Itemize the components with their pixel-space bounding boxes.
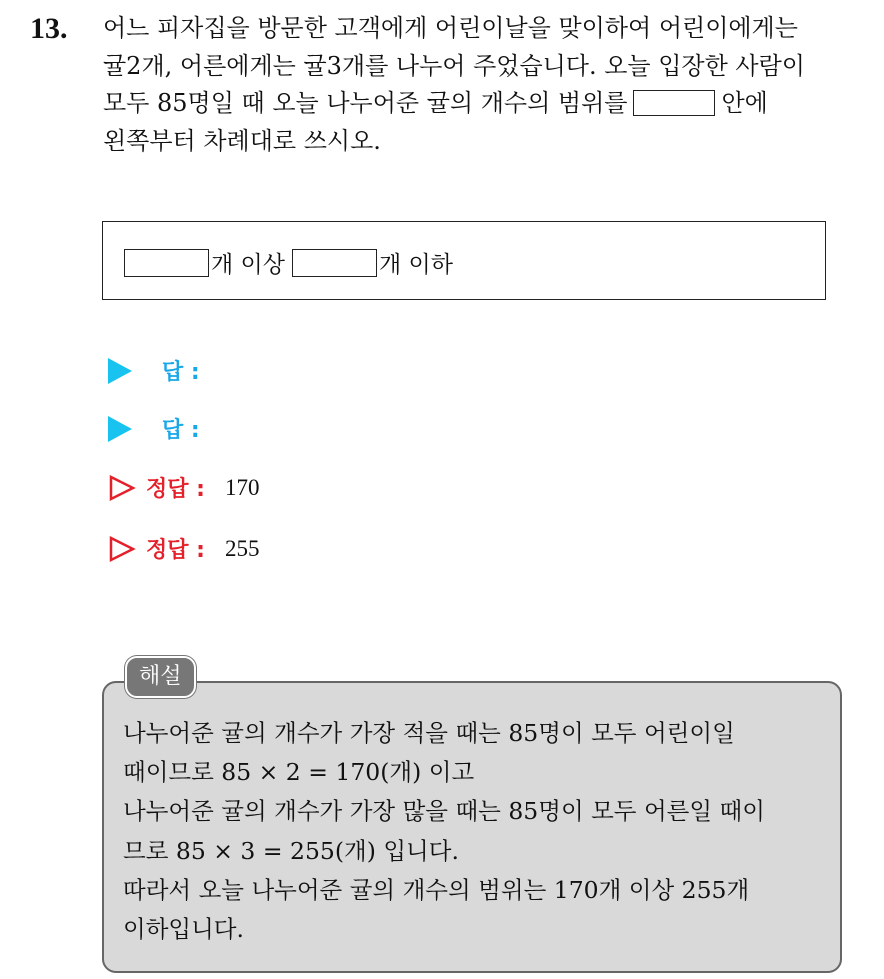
correct-answer-label: 정답 : (146, 477, 205, 502)
correct-answer-value: 255 (224, 535, 260, 561)
answer-word-max: 개 이하 (378, 252, 453, 278)
question-line: 어느 피자집을 방문한 고객에게 어린이날을 맞이하여 어린이에게는 (103, 14, 798, 42)
explanation-line: 나누어준 귤의 개수가 가장 적을 때는 85명이 모두 어린이일 (123, 719, 735, 747)
question-line: 왼쪽부터 차례대로 쓰시오. (103, 126, 381, 155)
explanation-line: 이하입니다. (123, 915, 244, 944)
question-number: 13. (30, 12, 68, 45)
explanation-line: 따라서 오늘 나누어준 귤의 개수의 범위는 170개 이상 255개 (123, 875, 750, 904)
question-line: 귤2개, 어른에게는 귤3개를 나누어 주었습니다. 오늘 입장한 사람이 (103, 51, 805, 80)
correct-answer-line-1 (108, 472, 259, 503)
explanation-text (123, 714, 838, 949)
answer-label: 답 : (162, 360, 200, 385)
explanation-line: 나누어준 귤의 개수가 가장 많을 때는 85명이 모두 어른일 때이 (123, 797, 765, 826)
correct-answer-value: 170 (224, 474, 260, 500)
answer-row (124, 246, 460, 279)
correct-answer-line-2 (108, 533, 259, 564)
question-line-segment: 모두 85명일 때 오늘 나누어준 귤의 개수의 범위를 (103, 89, 628, 117)
correct-answer-label: 정답 : (146, 538, 205, 563)
blank-lower-bound[interactable] (124, 249, 209, 277)
play-arrow-icon (108, 416, 132, 442)
outline-triangle-icon (108, 535, 136, 563)
question-line-segment: 안에 (721, 89, 768, 117)
explanation-line: 므로 85 × 3 = 255(개) 입니다. (123, 836, 459, 865)
explanation-tab: 해설 (125, 656, 196, 698)
answer-line-2 (108, 413, 200, 444)
answer-word-min: 개 이상 (211, 252, 285, 278)
blank-upper-bound[interactable] (292, 249, 377, 277)
outline-triangle-icon (108, 474, 136, 502)
inline-blank-box (633, 90, 715, 116)
explanation-line: 때이므로 85 × 2 = 170(개) 이고 (123, 758, 475, 787)
answer-label: 답 : (162, 418, 200, 443)
play-arrow-icon (108, 358, 132, 384)
answer-line-1 (108, 355, 200, 386)
answer-frame (102, 221, 826, 300)
question-text (103, 10, 863, 160)
question-line (103, 85, 863, 123)
